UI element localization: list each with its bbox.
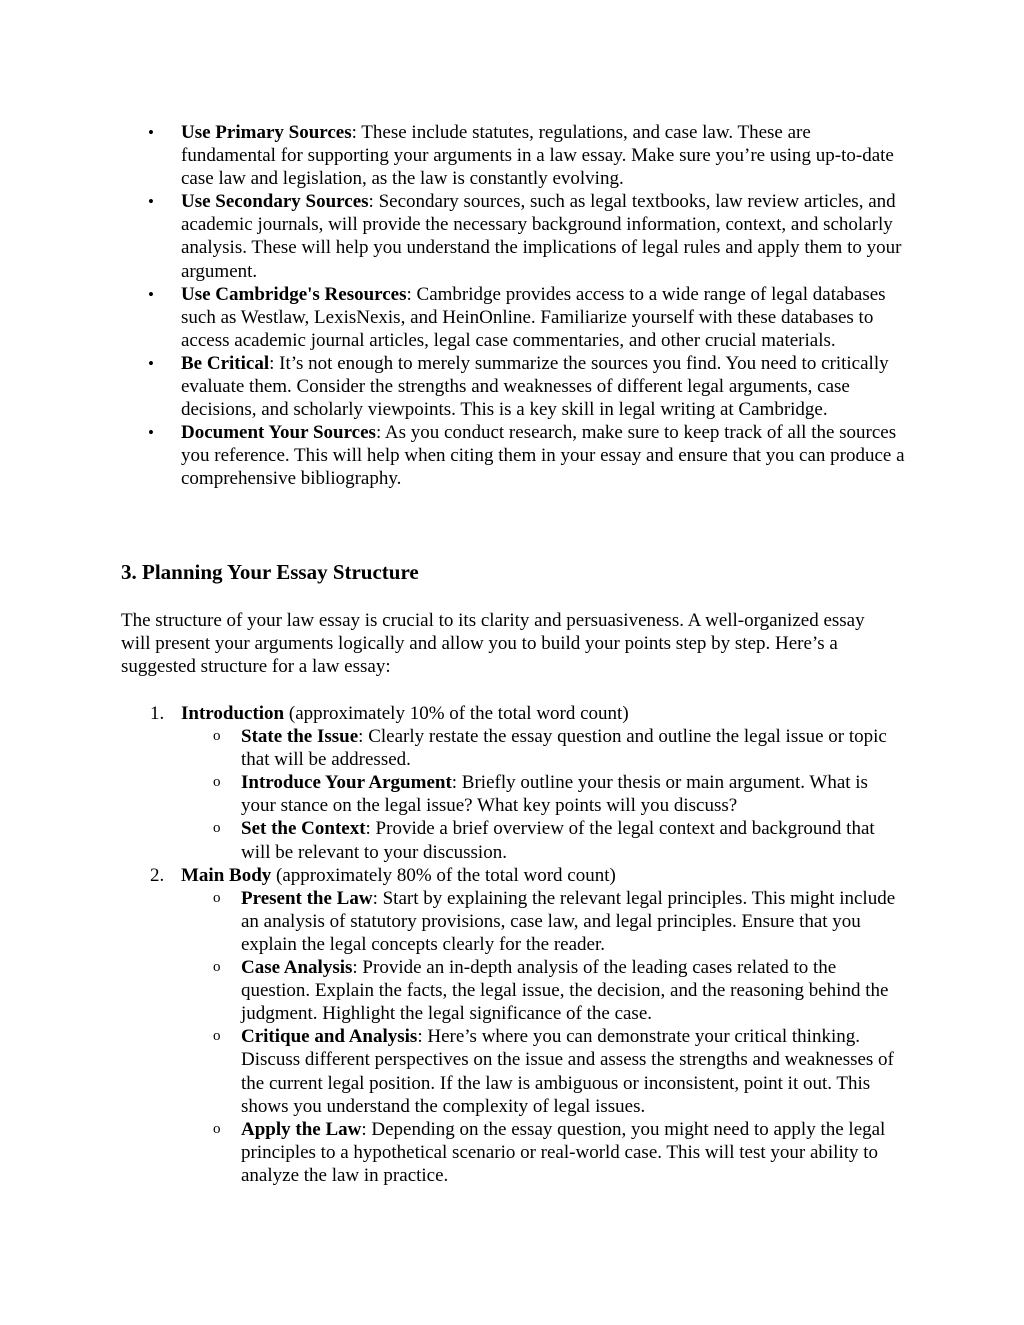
circle-bullet-icon: o <box>213 889 221 906</box>
sub-item-text: : Start by explaining the relevant legal principles. This might include an analysis of statutory provisions, case law, and legal principles. Ensure that you explain the legal concepts clearly for the reader. <box>241 887 896 955</box>
structure-step <box>0 864 1024 1187</box>
section-heading: 3. Planning Your Essay Structure <box>121 560 419 584</box>
sub-item <box>181 771 906 817</box>
bullet-icon: • <box>148 192 154 212</box>
sub-item <box>181 817 906 863</box>
step-text: (approximately 80% of the total word count) <box>271 864 616 886</box>
item-text: : As you conduct research, make sure to keep track of all the sources you reference. This will help when citing them in your essay and ensure that you can produce a comprehensive bibliography. <box>181 422 905 490</box>
circle-bullet-icon: o <box>213 959 221 976</box>
item-title: Be Critical <box>181 352 270 374</box>
sub-item-title: Critique and Analysis <box>241 1026 418 1048</box>
sub-item-text: : Provide an in-depth analysis of the leading cases related to the question. Explain the facts, the legal issue, the decision, and the reasoning behind the judgment. Highlight the legal significance of the case. <box>241 957 889 1025</box>
circle-bullet-icon: o <box>213 1120 221 1137</box>
item-text: : Secondary sources, such as legal textbooks, law review articles, and academic journals, will provide the necessary background information, context, and scholarly analysis. These will help you understand the implications of legal rules and apply them to your argument. <box>181 191 902 282</box>
sub-item-text: : Briefly outline your thesis or main argument. What is your stance on the legal issue? What key points will you discuss? <box>241 772 868 817</box>
item-text: : It’s not enough to merely summarize the sources you find. You need to critically evaluate them. Consider the strengths and weaknesses of different legal arguments, case decisions, and scholarly viewpoints. This is a key skill in legal writing at Cambridge. <box>181 352 889 421</box>
bullet-icon: • <box>148 353 154 373</box>
sub-list <box>181 887 906 1187</box>
sub-list <box>181 725 906 864</box>
sub-item-title: Apply the Law <box>241 1118 362 1140</box>
sub-item <box>181 887 906 956</box>
step-number: 1. <box>150 703 165 724</box>
circle-bullet-icon: o <box>213 774 221 791</box>
sub-item-title: Present the Law <box>241 887 373 909</box>
item-text: : These include statutes, regulations, and case law. These are fundamental for supporting your arguments in a law essay. Make sure you’re using up-to-date case law and legislation, as the law is constantly evolving. <box>181 122 894 190</box>
list-item <box>0 121 1024 190</box>
sub-item-title: Introduce Your Argument <box>241 772 452 794</box>
step-title: Introduction <box>181 703 285 724</box>
sub-item-text: : Here’s where you can demonstrate your critical thinking. Discuss different perspectives on the issue and assess the strengths and weaknesses of the current legal position. If the law is ambiguous or inconsistent, point it out. This shows you understand the complexity of legal issues. <box>241 1026 894 1117</box>
bullet-icon: • <box>148 123 154 142</box>
bullet-icon: • <box>148 423 154 443</box>
item-title: Document Your Sources <box>181 422 376 444</box>
section-intro: The structure of your law essay is crucial to its clarity and persuasiveness. A well-organized essay will present your arguments logically and allow you to build your points step by step. Here’s a suggested structure for a law essay: <box>121 610 865 678</box>
circle-bullet-icon: o <box>213 728 221 745</box>
item-text: : Cambridge provides access to a wide range of legal databases such as Westlaw, LexisNexis, and HeinOnline. Familiarize yourself with these databases to access academic journal articles, legal case commentaries, and other crucial materials. <box>181 283 886 351</box>
circle-bullet-icon: o <box>213 820 221 837</box>
list-item <box>0 352 1024 421</box>
sub-item <box>181 1025 906 1117</box>
sub-item-text: : Clearly restate the essay question and outline the legal issue or topic that will be addressed. <box>241 726 887 771</box>
list-item <box>0 283 1024 352</box>
sub-item-title: Set the Context <box>241 818 366 840</box>
essay-structure-list <box>0 702 1024 1187</box>
step-text: (approximately 10% of the total word count) <box>284 703 629 724</box>
sub-item <box>181 956 906 1025</box>
sub-item-text: : Provide a brief overview of the legal context and background that will be relevant to your discussion. <box>241 818 875 863</box>
sub-item <box>181 725 906 771</box>
sub-item <box>181 1118 906 1187</box>
list-item <box>0 421 1024 490</box>
step-number: 2. <box>150 864 165 886</box>
list-item <box>0 190 1024 282</box>
bullet-icon: • <box>148 284 154 304</box>
sub-item-title: Case Analysis <box>241 957 353 979</box>
item-title: Use Cambridge's Resources <box>181 283 407 305</box>
sub-item-title: State the Issue <box>241 726 359 748</box>
sub-item-text: : Depending on the essay question, you might need to apply the legal principles to a hypothetical scenario or real-world case. This will test your ability to analyze the law in practice. <box>241 1118 886 1186</box>
structure-step <box>0 702 1024 864</box>
circle-bullet-icon: o <box>213 1028 221 1045</box>
item-title: Use Primary Sources <box>181 122 352 143</box>
item-title: Use Secondary Sources <box>181 191 369 213</box>
step-title: Main Body <box>181 864 272 886</box>
research-tips-list <box>0 121 1024 491</box>
